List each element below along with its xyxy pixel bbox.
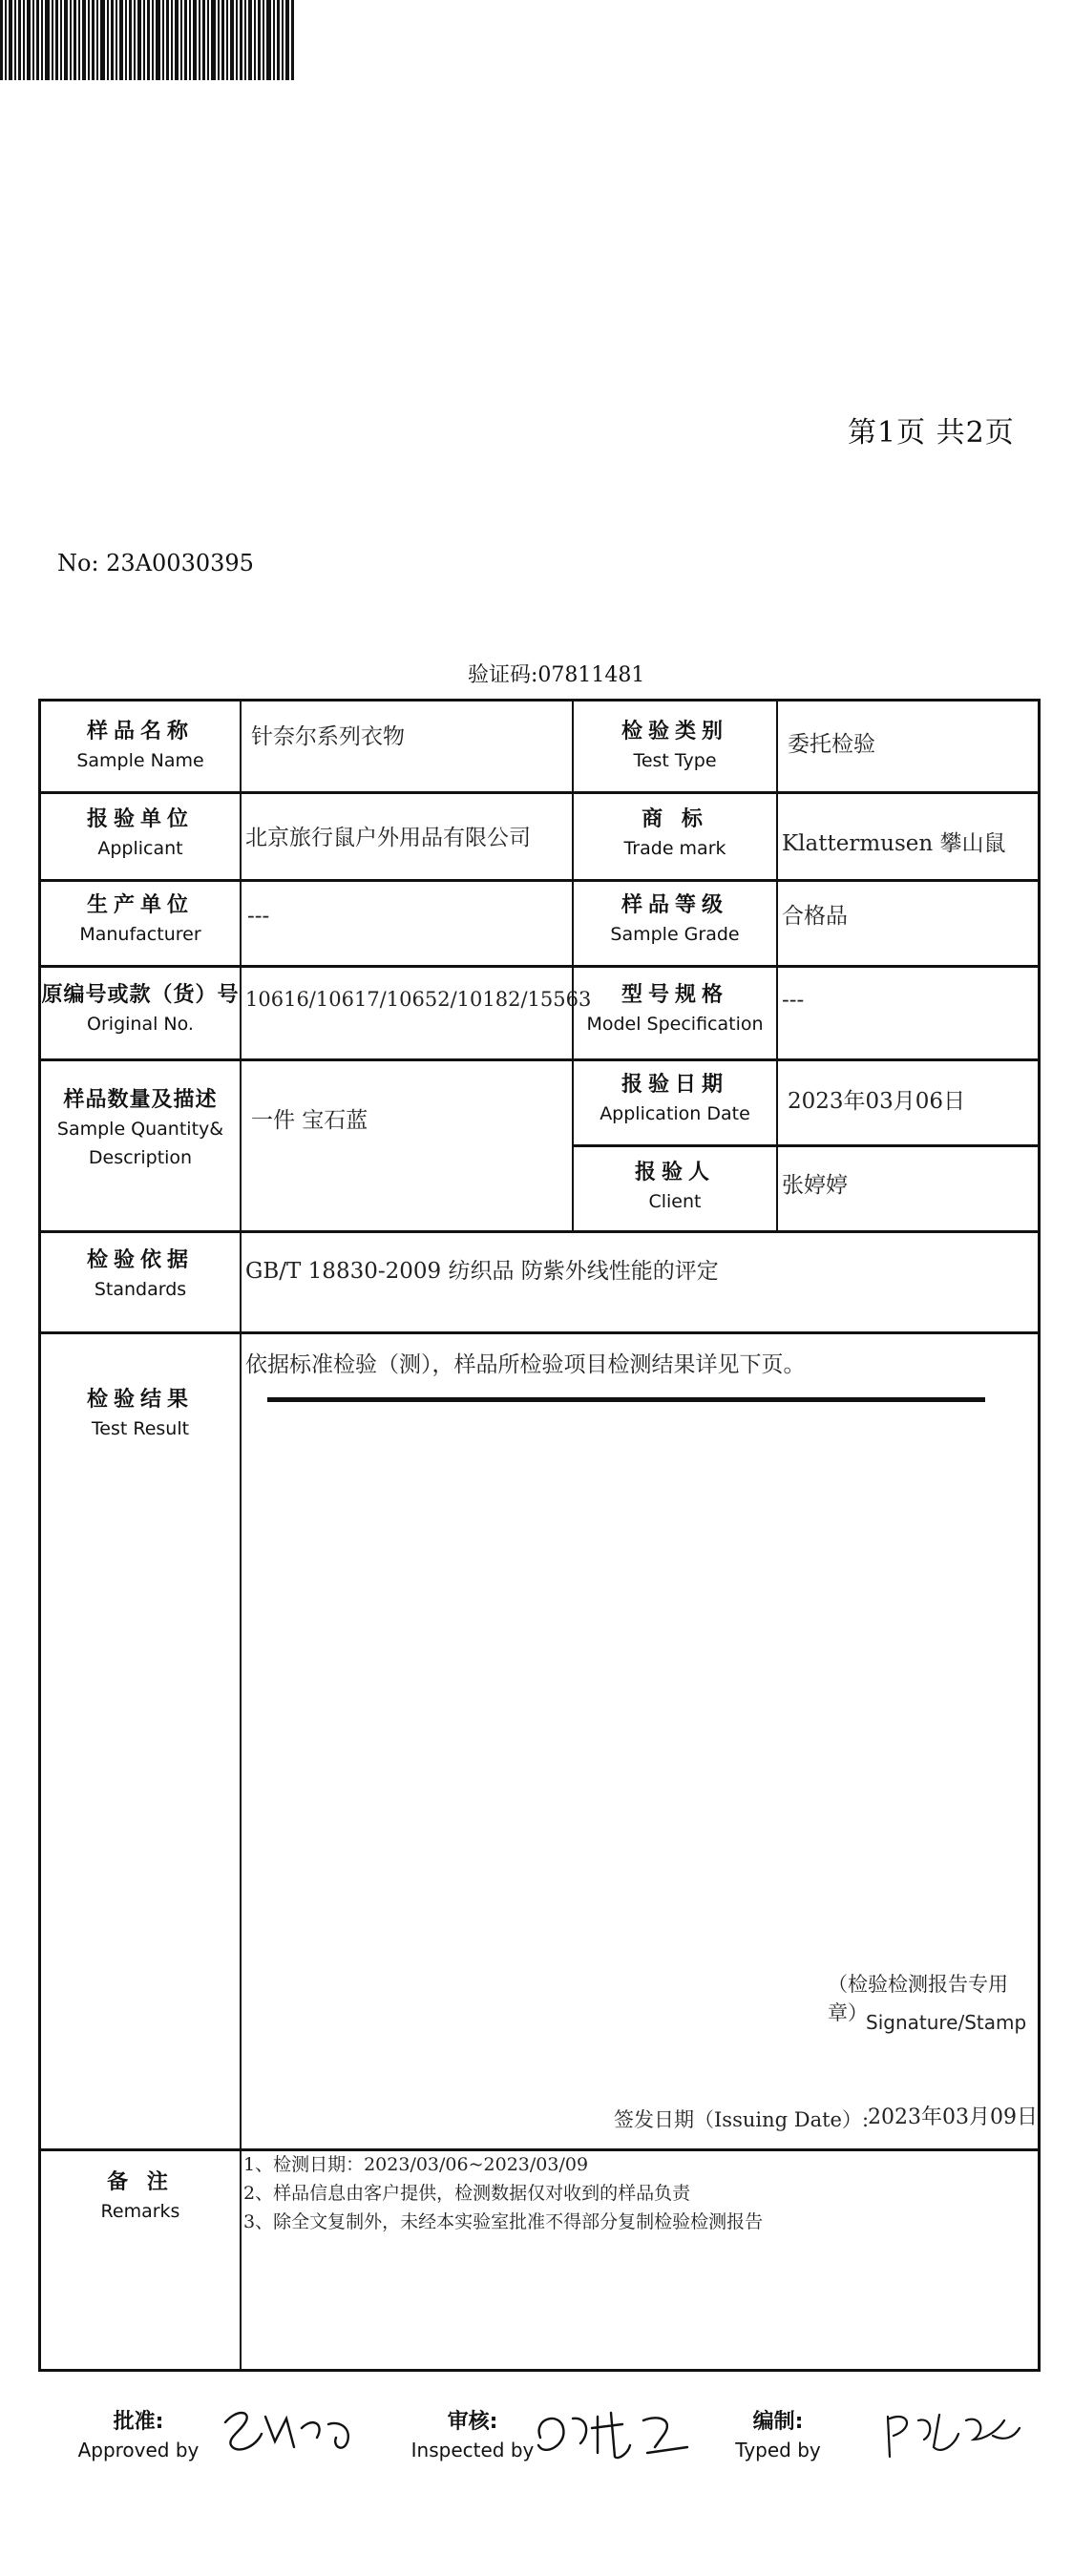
stamp-label: （检验检测报告专用章） [828, 1973, 1008, 2024]
trade-mark-label: 商 标 Trade mark [623, 807, 726, 859]
approved-signature [218, 2399, 370, 2462]
report-table [38, 699, 1041, 2372]
typed-by-label: 编制: Typed by [735, 2410, 821, 2461]
issuing-date-value: 2023年03月09日 [868, 2105, 1038, 2129]
test-result-value: 依据标准检验（测），样品所检验项目检测结果详见下页。 [245, 1352, 806, 1377]
manufacturer-value: --- [247, 904, 270, 929]
remarks-label: 备 注 Remarks [100, 2170, 180, 2222]
manufacturer-label: 生产单位 Manufacturer [79, 893, 201, 945]
sample-name-value: 针奈尔系列衣物 [251, 724, 405, 749]
issuing-date-label: 签发日期（Issuing Date）: [614, 2108, 870, 2131]
original-no-label: 原编号或款（货）号 Original No. [41, 983, 240, 1035]
result-divider-line [267, 1397, 985, 1402]
original-no-value: 10616/10617/10652/10182/15563 [245, 988, 592, 1011]
approved-by-label: 批准: Approved by [77, 2410, 200, 2461]
sample-quantity-label: 样品数量及描述 Sample Quantity& Description [56, 1088, 224, 1168]
remark-line-2: 2、样品信息由客户提供，检测数据仅对收到的样品负责 [243, 2183, 691, 2204]
sample-quantity-value: 一件 宝石蓝 [251, 1108, 368, 1133]
sample-grade-value: 合格品 [782, 904, 848, 929]
client-label: 报验人 Client [634, 1161, 715, 1212]
test-result-label: 检验结果 Test Result [86, 1388, 194, 1439]
test-type-label: 检验类别 Test Type [621, 720, 728, 771]
typed-signature [880, 2401, 1023, 2464]
stamp-label-en: Signature/Stamp [866, 2011, 1027, 2034]
application-date-label: 报验日期 Application Date [600, 1073, 750, 1124]
applicant-value: 北京旅行鼠户外用品有限公司 [245, 826, 531, 850]
remark-line-1: 1、检测日期：2023/03/06~2023/03/09 [243, 2154, 589, 2175]
client-value: 张婷婷 [782, 1173, 848, 1198]
application-date-value: 2023年03月06日 [788, 1089, 966, 1114]
applicant-label: 报验单位 Applicant [86, 807, 194, 859]
trade-mark-value: Klattermusen 攀山鼠 [782, 831, 1006, 856]
verification-code: 验证码:07811481 [468, 663, 645, 687]
sample-grade-label: 样品等级 Sample Grade [610, 893, 740, 945]
remark-line-3: 3、除全文复制外，未经本实验室批准不得部分复制检验检测报告 [243, 2211, 764, 2232]
page-info: 第1页 共2页 [848, 416, 1015, 450]
report-number: No: 23A0030395 [57, 550, 254, 576]
standards-value: GB/T 18830-2009 纺织品 防紫外线性能的评定 [245, 1259, 719, 1284]
sample-name-label: 样品名称 Sample Name [76, 720, 204, 771]
inspected-by-label: 审核: Inspected by [410, 2410, 535, 2461]
standards-label: 检验依据 Standards [86, 1248, 194, 1300]
model-spec-label: 型号规格 Model Specification [586, 983, 764, 1035]
model-spec-value: --- [782, 988, 805, 1013]
test-type-value: 委托检验 [788, 732, 875, 757]
inspected-signature [531, 2399, 703, 2466]
barcode-graphic [0, 0, 296, 80]
